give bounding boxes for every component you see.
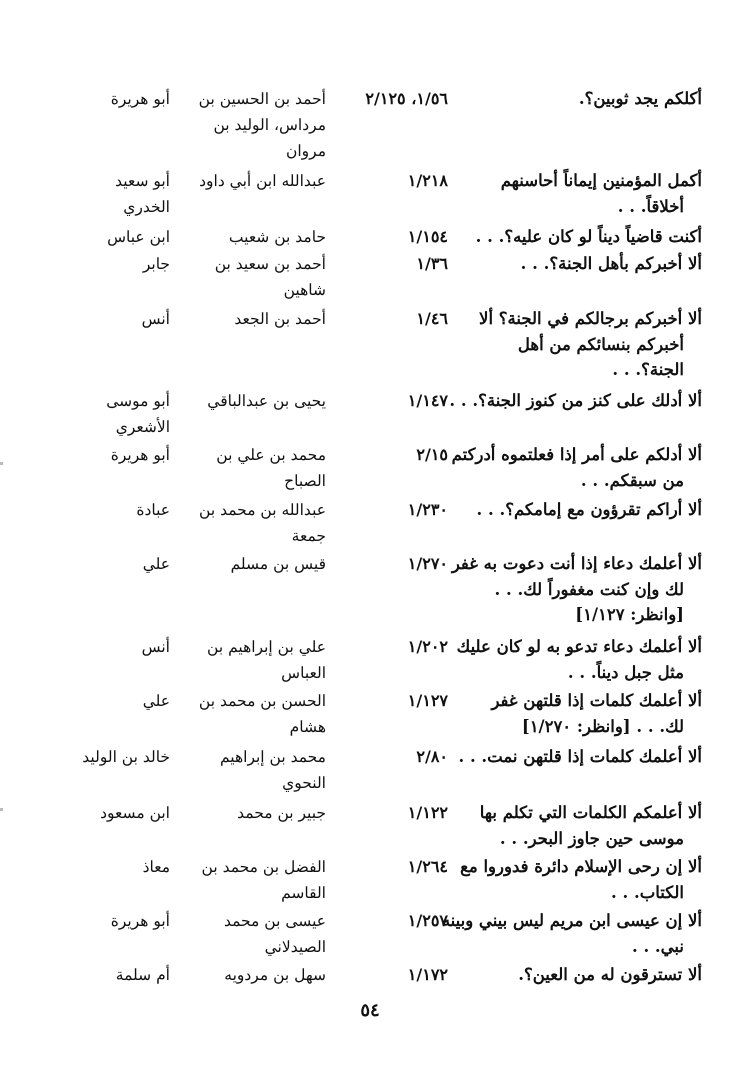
hadith-text-line: ألا تسترقون له من العين؟. <box>518 965 702 984</box>
companion-name-line: أبو هريرة <box>110 912 170 930</box>
hadith-text <box>452 634 702 685</box>
companion-name-line: أم سلمة <box>115 966 170 984</box>
hadith-text <box>452 442 702 493</box>
hadith-text-line: ألا أدلكم على أمر إذا فعلتموه أدركتم <box>451 445 702 464</box>
volume-page-ref: ١/١٥٤ <box>407 227 448 246</box>
narrator-name-line: أحمد بن سعيد بن <box>214 255 326 273</box>
hadith-text <box>452 497 702 523</box>
narrator-name-line: سهل بن مردويه <box>224 966 326 984</box>
hadith-text <box>452 86 702 112</box>
hadith-text <box>452 224 702 250</box>
narrator-name <box>186 908 326 960</box>
narrator-name-line: جمعة <box>291 527 326 545</box>
companion-name <box>30 634 170 660</box>
hadith-text-line: ألا أعلمكم الكلمات التي تكلم بها <box>479 803 702 822</box>
narrator-name-line: يحيى بن عبدالباقي <box>207 392 326 410</box>
companion-name-line: أبو سعيد <box>115 172 170 190</box>
hadith-text-line: من سبقكم. . . <box>580 470 684 490</box>
narrator-name-line: القاسم <box>281 884 326 902</box>
narrator-name-line: عبدالله ابن أبي داود <box>199 172 326 190</box>
narrator-name-line: أحمد بن الجعد <box>234 310 326 328</box>
volume-page-ref: ١/٢٧٠ <box>407 554 448 573</box>
narrator-name-line: قيس بن مسلم <box>230 555 326 573</box>
narrator-name-line: العباس <box>281 664 326 682</box>
narrator-name-line: النحوي <box>282 774 326 792</box>
narrator-name <box>186 224 326 250</box>
narrator-name-line: هشام <box>289 718 326 736</box>
narrator-name-line: جبير بن محمد <box>237 804 326 822</box>
narrator-name <box>186 962 326 988</box>
narrator-name-line: الحسن بن محمد بن <box>198 692 326 710</box>
narrator-name-line: محمد بن إبراهيم <box>219 748 326 766</box>
hadith-text-line: ألا أراكم تقرؤون مع إمامكم؟. . . <box>476 500 702 519</box>
volume-page-ref: ١/٣٦ <box>416 254 448 273</box>
companion-name <box>30 388 170 440</box>
hadith-text-line: موسى حين جاوز البحر. . . <box>499 828 684 848</box>
narrator-name-line: عبدالله بن محمد بن <box>199 501 326 519</box>
hadith-text-line: ألا أخبركم برجالكم في الجنة؟ ألا <box>479 309 702 328</box>
narrator-name-line: الفضل بن محمد بن <box>201 858 326 876</box>
volume-page-ref: ١/١٢٧ <box>407 691 448 710</box>
narrator-name-line: عيسى بن محمد <box>223 912 326 930</box>
hadith-text-line: أكنت قاضياً ديناً لو كان عليه؟. . . <box>475 227 702 246</box>
volume-page-ref: ١/٢٠٢ <box>407 637 448 656</box>
narrator-name <box>186 86 326 164</box>
companion-name <box>30 86 170 112</box>
companion-name <box>30 251 170 277</box>
narrator-name <box>186 168 326 194</box>
narrator-name <box>186 388 326 414</box>
hadith-text <box>452 168 702 219</box>
companion-name <box>30 168 170 220</box>
hadith-text <box>452 800 702 851</box>
hadith-text-line: ألا إن عيسى ابن مريم ليس بيني وبينه <box>441 911 702 930</box>
companion-name-line: معاذ <box>142 858 170 876</box>
narrator-name <box>186 442 326 494</box>
companion-name-line: أبو موسى <box>106 392 170 410</box>
hadith-text-line: الكتاب. . . <box>611 882 684 902</box>
page-number: ٥٤ <box>360 1000 380 1021</box>
companion-name-line: الخدري <box>123 198 170 216</box>
volume-page-ref: ٢/١٥ <box>416 445 448 464</box>
volume-page-ref: ٢/٨٠ <box>416 747 448 766</box>
narrator-name <box>186 251 326 303</box>
companion-name <box>30 551 170 577</box>
hadith-text-line: لك. . . [وانظر: ١/٢٧٠] <box>521 716 684 736</box>
narrator-name <box>186 306 326 332</box>
hadith-text-line: ألا أعلمك كلمات إذا قلتهن غفر <box>491 691 702 710</box>
narrator-name <box>186 497 326 549</box>
hadith-text-line: أخبركم بنسائكم من أهل <box>517 334 684 354</box>
companion-name-line: أبو هريرة <box>110 446 170 464</box>
edge-mark <box>0 808 3 811</box>
hadith-text-line: ألا أدلك على كنز من كنوز الجنة؟. . . <box>449 391 702 410</box>
hadith-text <box>452 251 702 277</box>
hadith-text <box>452 962 702 988</box>
companion-name-line: أنس <box>141 638 170 656</box>
companion-name <box>30 854 170 880</box>
narrator-name-line: الصيدلاني <box>264 938 326 956</box>
hadith-text-line: ألا أعلمك كلمات إذا قلتهن نمت. . . <box>458 747 702 766</box>
narrator-name <box>186 744 326 796</box>
hadith-text <box>441 908 702 959</box>
hadith-text-line: ألا أعلمك دعاء إذا أنت دعوت به غفر <box>451 554 702 573</box>
volume-page-ref: ١/١٤٧ <box>407 391 448 410</box>
companion-name <box>30 306 170 332</box>
hadith-text-line: الجنة؟. . . <box>612 360 684 379</box>
hadith-text-line: لك وإن كنت مغفوراً لك. . . <box>494 579 684 599</box>
hadith-text-line: أكلكم يجد ثوبين؟. <box>578 89 702 108</box>
hadith-text <box>452 306 702 383</box>
hadith-text <box>452 744 702 770</box>
hadith-text-line: أخلاقاً. . . <box>617 196 684 216</box>
volume-page-ref: ١/٢٦٤ <box>407 857 448 876</box>
narrator-name <box>186 551 326 577</box>
narrator-name <box>186 854 326 906</box>
companion-name <box>30 224 170 250</box>
narrator-name-line: الصباح <box>284 472 326 490</box>
companion-name <box>30 442 170 468</box>
volume-page-ref: ١/٢٣٠ <box>407 500 448 519</box>
hadith-text-line: [وانظر: ١/١٢٧] <box>575 605 684 624</box>
hadith-text <box>449 388 702 414</box>
hadith-text <box>452 551 702 628</box>
narrator-name <box>186 634 326 686</box>
narrator-name-line: شاهين <box>283 281 326 299</box>
narrator-name-line: حامد بن شعيب <box>228 228 326 246</box>
companion-name <box>30 800 170 826</box>
companion-name-line: علي <box>142 692 170 710</box>
companion-name <box>30 908 170 934</box>
volume-page-ref: ١/٤٦ <box>416 309 448 328</box>
hadith-text-line: ألا أخبركم بأهل الجنة؟. . . <box>520 254 702 273</box>
hadith-text <box>452 854 702 905</box>
companion-name-line: عبادة <box>136 501 170 519</box>
volume-page-ref: ١/١٢٢ <box>407 803 448 822</box>
edge-mark <box>0 462 3 465</box>
narrator-name <box>186 688 326 740</box>
volume-page-ref: ١/١٧٢ <box>407 965 448 984</box>
hadith-text-line: مثل جبل ديناً. . . <box>567 662 684 682</box>
volume-page-ref: ١/٥٦، ٢/١٢٥ <box>365 89 448 108</box>
volume-page-ref: ١/٢٥٧ <box>407 911 448 930</box>
hadith-text-line: ألا أعلمك دعاء تدعو به لو كان عليك <box>456 637 702 656</box>
narrator-name-line: محمد بن علي بن <box>216 446 326 464</box>
companion-name <box>30 962 170 988</box>
companion-name <box>30 744 170 770</box>
hadith-text-line: أكمل المؤمنين إيماناً أحاسنهم <box>500 171 702 190</box>
companion-name-line: خالد بن الوليد <box>82 748 170 766</box>
hadith-text-line: نبي. . . <box>631 936 684 956</box>
volume-page-ref: ١/٢١٨ <box>407 171 448 190</box>
narrator-name-line: أحمد بن الحسين بن <box>198 90 326 108</box>
companion-name-line: ابن عباس <box>107 228 170 246</box>
companion-name-line: الأشعري <box>115 418 170 436</box>
companion-name-line: أبو هريرة <box>110 90 170 108</box>
hadith-text <box>452 688 702 739</box>
companion-name-line: أنس <box>141 310 170 328</box>
hadith-text-line: ألا إن رحى الإسلام دائرة فدوروا مع <box>460 857 702 876</box>
narrator-name-line: مروان <box>285 142 326 160</box>
companion-name <box>30 688 170 714</box>
narrator-name-line: علي بن إبراهيم بن <box>207 638 326 656</box>
companion-name-line: جابر <box>142 255 170 273</box>
companion-name <box>30 497 170 523</box>
narrator-name <box>186 800 326 826</box>
companion-name-line: علي <box>142 555 170 573</box>
narrator-name-line: مرداس، الوليد بن <box>213 116 326 134</box>
companion-name-line: ابن مسعود <box>100 804 170 822</box>
